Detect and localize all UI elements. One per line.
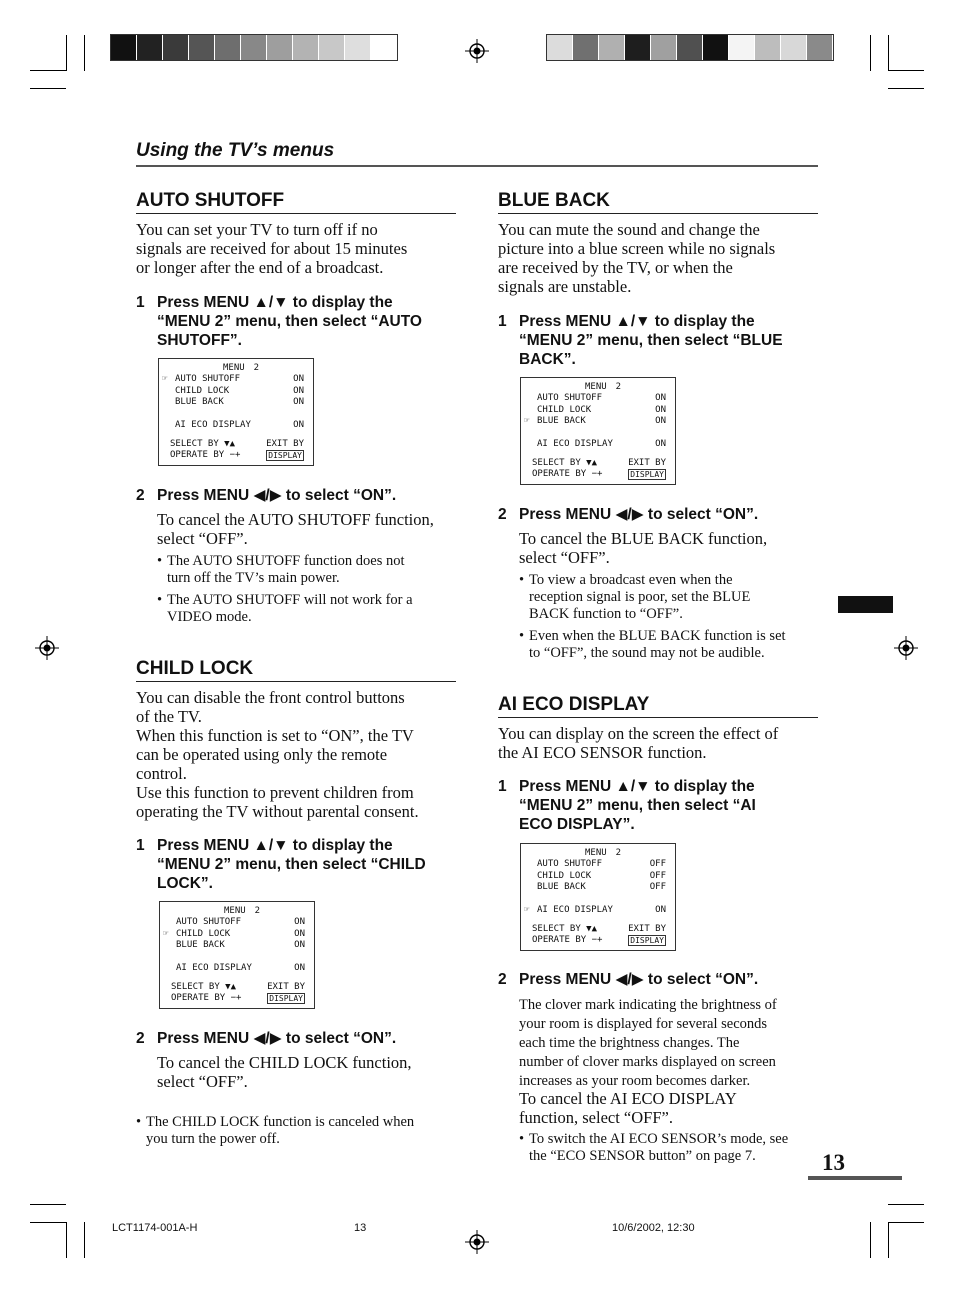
ai-eco-heading: AI ECO DISPLAY bbox=[498, 694, 818, 718]
osd-row bbox=[521, 924, 675, 935]
auto-shutoff-heading: AUTO SHUTOFF bbox=[136, 190, 456, 214]
osd-row bbox=[521, 405, 675, 416]
blue-back-heading: BLUE BACK bbox=[498, 190, 818, 214]
osd-value: ON bbox=[293, 397, 304, 407]
osd-row bbox=[521, 935, 675, 946]
osd-value: EXIT BY bbox=[267, 982, 305, 992]
osd-row bbox=[160, 963, 314, 974]
color-swatch bbox=[729, 35, 755, 60]
osd-value: ON bbox=[293, 420, 304, 430]
osd-row bbox=[521, 905, 675, 916]
osd-row bbox=[521, 416, 675, 427]
osd-label: AUTO SHUTOFF bbox=[176, 917, 242, 927]
osd-value: ON bbox=[655, 393, 666, 403]
osd-menu-auto-shutoff bbox=[158, 358, 314, 466]
color-swatch bbox=[345, 35, 371, 60]
child-lock-note-1: • The CHILD LOCK function is canceled when you turn the power off. bbox=[136, 1114, 415, 1147]
osd-menu-blue-back bbox=[520, 377, 676, 485]
osd-label: MENU bbox=[223, 363, 245, 373]
osd-label: AUTO SHUTOFF bbox=[537, 859, 603, 869]
hand-pointer-icon: ☞ bbox=[163, 929, 169, 939]
osd-row bbox=[160, 929, 314, 940]
osd-row bbox=[521, 439, 675, 450]
display-button-label: DISPLAY bbox=[630, 470, 664, 479]
osd-label: AUTO SHUTOFF bbox=[175, 374, 241, 384]
color-swatch bbox=[111, 35, 137, 60]
color-swatch bbox=[755, 35, 781, 60]
ai-eco-note-1: • To switch the AI ECO SENSOR’s mode, see the “ECO SENSOR button” on page 7. bbox=[519, 1131, 789, 1164]
osd-row bbox=[521, 882, 675, 893]
color-swatch bbox=[781, 35, 807, 60]
crosshair-registration-icon bbox=[35, 636, 59, 660]
osd-label: AUTO SHUTOFF bbox=[537, 393, 603, 403]
blue-back-intro: You can mute the sound and change the picture into a blue screen while no signals are received by the TV, or when the signals are unstable. bbox=[498, 220, 776, 296]
child-lock-step1: 1 Press MENU ▲/▼ to display the “MENU 2” menu, then select “CHILD LOCK”. bbox=[136, 837, 426, 892]
osd-value: EXIT BY bbox=[266, 439, 304, 449]
osd-value: 2 bbox=[253, 363, 259, 373]
ai-eco-step2: 2 Press MENU ◀/▶ to select “ON”. bbox=[498, 971, 759, 988]
color-swatch bbox=[137, 35, 163, 60]
footer-page: 13 bbox=[354, 1222, 367, 1234]
osd-label: BLUE BACK bbox=[537, 416, 586, 426]
osd-label: SELECT BY ▼▲ bbox=[532, 924, 598, 934]
ai-eco-cancel: To cancel the AI ECO DISPLAY function, select “OFF”. bbox=[519, 1089, 737, 1127]
osd-row bbox=[521, 848, 675, 859]
osd-value: ON bbox=[294, 963, 305, 973]
crosshair-registration-icon bbox=[465, 1230, 489, 1254]
osd-row bbox=[159, 374, 313, 385]
osd-label: BLUE BACK bbox=[537, 882, 586, 892]
osd-row bbox=[159, 420, 313, 431]
osd-label: OPERATE BY −+ bbox=[532, 935, 603, 945]
osd-label: OPERATE BY −+ bbox=[170, 450, 241, 460]
crosshair-registration-icon bbox=[465, 39, 489, 63]
color-swatch bbox=[163, 35, 189, 60]
osd-value: OFF bbox=[649, 871, 666, 881]
osd-row bbox=[159, 450, 313, 461]
auto-shutoff-note-1: • The AUTO SHUTOFF function does not turn off the TV’s main power. bbox=[157, 553, 405, 586]
color-bar-left bbox=[110, 34, 398, 61]
osd-row bbox=[521, 859, 675, 870]
color-swatch bbox=[241, 35, 267, 60]
osd-row bbox=[521, 382, 675, 393]
osd-label: OPERATE BY −+ bbox=[532, 469, 603, 479]
osd-row bbox=[160, 906, 314, 917]
hand-pointer-icon: ☞ bbox=[524, 416, 530, 426]
osd-row bbox=[160, 940, 314, 951]
osd-row bbox=[159, 397, 313, 408]
osd-value: 2 bbox=[254, 906, 260, 916]
osd-value: ON bbox=[293, 386, 304, 396]
hand-pointer-icon: ☞ bbox=[162, 374, 168, 384]
osd-label: CHILD LOCK bbox=[537, 871, 592, 881]
section-tab bbox=[838, 596, 893, 613]
osd-label: AI ECO DISPLAY bbox=[176, 963, 252, 973]
osd-label: MENU bbox=[585, 382, 607, 392]
footer-doc-code: LCT1174-001A-H bbox=[112, 1222, 198, 1234]
osd-label: CHILD LOCK bbox=[175, 386, 230, 396]
osd-label: AI ECO DISPLAY bbox=[537, 905, 613, 915]
osd-value: EXIT BY bbox=[628, 458, 666, 468]
footer-timestamp: 10/6/2002, 12:30 bbox=[612, 1222, 695, 1234]
osd-row bbox=[521, 469, 675, 480]
osd-label: MENU bbox=[585, 848, 607, 858]
osd-row bbox=[521, 458, 675, 469]
child-lock-heading: CHILD LOCK bbox=[136, 658, 456, 682]
color-swatch bbox=[651, 35, 677, 60]
osd-label: AI ECO DISPLAY bbox=[175, 420, 251, 430]
osd-label: OPERATE BY −+ bbox=[171, 993, 242, 1003]
color-swatch bbox=[371, 35, 397, 60]
auto-shutoff-intro: You can set your TV to turn off if no signals are received for about 15 minutes or longer after the end of a broadcast. bbox=[136, 220, 408, 277]
osd-row bbox=[159, 439, 313, 450]
osd-row bbox=[159, 363, 313, 374]
osd-label: SELECT BY ▼▲ bbox=[532, 458, 598, 468]
osd-value: 2 bbox=[615, 848, 621, 858]
color-bar-right bbox=[546, 34, 834, 61]
osd-value: 2 bbox=[615, 382, 621, 392]
color-swatch bbox=[189, 35, 215, 60]
auto-shutoff-note-2: • The AUTO SHUTOFF will not work for a VIDEO mode. bbox=[157, 592, 413, 625]
color-swatch bbox=[599, 35, 625, 60]
osd-row bbox=[521, 393, 675, 404]
blue-back-step1: 1 Press MENU ▲/▼ to display the “MENU 2” menu, then select “BLUE BACK”. bbox=[498, 313, 783, 368]
auto-shutoff-cancel: To cancel the AUTO SHUTOFF function, select “OFF”. bbox=[157, 510, 434, 548]
color-swatch bbox=[215, 35, 241, 60]
ai-eco-detail: The clover mark indicating the brightness of your room is displayed for several seconds each time the brightness changes. The number of clover marks displayed on screen increases as your room becomes darker. bbox=[519, 997, 777, 1089]
display-button-label: DISPLAY bbox=[269, 994, 303, 1003]
color-swatch bbox=[319, 35, 345, 60]
hand-pointer-icon: ☞ bbox=[524, 905, 530, 915]
display-button-label: DISPLAY bbox=[268, 451, 302, 460]
osd-label: MENU bbox=[224, 906, 246, 916]
page-number: 13 bbox=[808, 1150, 902, 1180]
osd-label: BLUE BACK bbox=[176, 940, 225, 950]
osd-value: ON bbox=[655, 405, 666, 415]
osd-value: OFF bbox=[649, 859, 666, 869]
osd-menu-ai-eco bbox=[520, 843, 676, 951]
osd-row bbox=[521, 871, 675, 882]
blue-back-note-1: • To view a broadcast even when the reception signal is poor, set the BLUE BACK function to “OFF”. bbox=[519, 572, 751, 622]
osd-row bbox=[160, 917, 314, 928]
color-swatch bbox=[547, 35, 573, 60]
osd-row bbox=[160, 982, 314, 993]
osd-value: ON bbox=[293, 374, 304, 384]
child-lock-step2: 2 Press MENU ◀/▶ to select “ON”. bbox=[136, 1030, 397, 1047]
crosshair-registration-icon bbox=[894, 636, 918, 660]
osd-value: ON bbox=[294, 940, 305, 950]
page-title: Using the TV’s menus bbox=[136, 140, 818, 167]
color-swatch bbox=[267, 35, 293, 60]
osd-label: BLUE BACK bbox=[175, 397, 224, 407]
auto-shutoff-step2: 2 Press MENU ◀/▶ to select “ON”. bbox=[136, 487, 397, 504]
osd-label: AI ECO DISPLAY bbox=[537, 439, 613, 449]
display-button-label: DISPLAY bbox=[630, 936, 664, 945]
blue-back-step2: 2 Press MENU ◀/▶ to select “ON”. bbox=[498, 506, 759, 523]
osd-row bbox=[159, 386, 313, 397]
blue-back-note-2: • Even when the BLUE BACK function is set to “OFF”, the sound may not be audible. bbox=[519, 628, 786, 661]
color-swatch bbox=[807, 35, 833, 60]
blue-back-cancel: To cancel the BLUE BACK function, select “OFF”. bbox=[519, 529, 768, 567]
osd-value: ON bbox=[655, 416, 666, 426]
auto-shutoff-step1: 1 Press MENU ▲/▼ to display the “MENU 2” menu, then select “AUTO SHUTOFF”. bbox=[136, 294, 422, 349]
child-lock-cancel: To cancel the CHILD LOCK function, select “OFF”. bbox=[157, 1053, 412, 1091]
osd-value: ON bbox=[655, 905, 666, 915]
color-swatch bbox=[625, 35, 651, 60]
osd-value: ON bbox=[294, 917, 305, 927]
color-swatch bbox=[677, 35, 703, 60]
osd-value: ON bbox=[655, 439, 666, 449]
osd-label: CHILD LOCK bbox=[537, 405, 592, 415]
osd-row bbox=[160, 993, 314, 1004]
color-swatch bbox=[703, 35, 729, 60]
color-swatch bbox=[573, 35, 599, 60]
osd-value: OFF bbox=[649, 882, 666, 892]
color-swatch bbox=[293, 35, 319, 60]
osd-value: EXIT BY bbox=[628, 924, 666, 934]
ai-eco-step1: 1 Press MENU ▲/▼ to display the “MENU 2” menu, then select “AI ECO DISPLAY”. bbox=[498, 778, 756, 833]
ai-eco-intro: You can display on the screen the effect of the AI ECO SENSOR function. bbox=[498, 724, 779, 762]
osd-menu-child-lock bbox=[159, 901, 315, 1009]
osd-label: SELECT BY ▼▲ bbox=[170, 439, 236, 449]
osd-value: ON bbox=[294, 929, 305, 939]
osd-label: CHILD LOCK bbox=[176, 929, 231, 939]
child-lock-intro: You can disable the front control buttons of the TV. When this function is set to “ON”, the TV can be operated using only the remote control. Use this function to prevent children from operating the TV without parental consent. bbox=[136, 688, 419, 821]
osd-label: SELECT BY ▼▲ bbox=[171, 982, 237, 992]
